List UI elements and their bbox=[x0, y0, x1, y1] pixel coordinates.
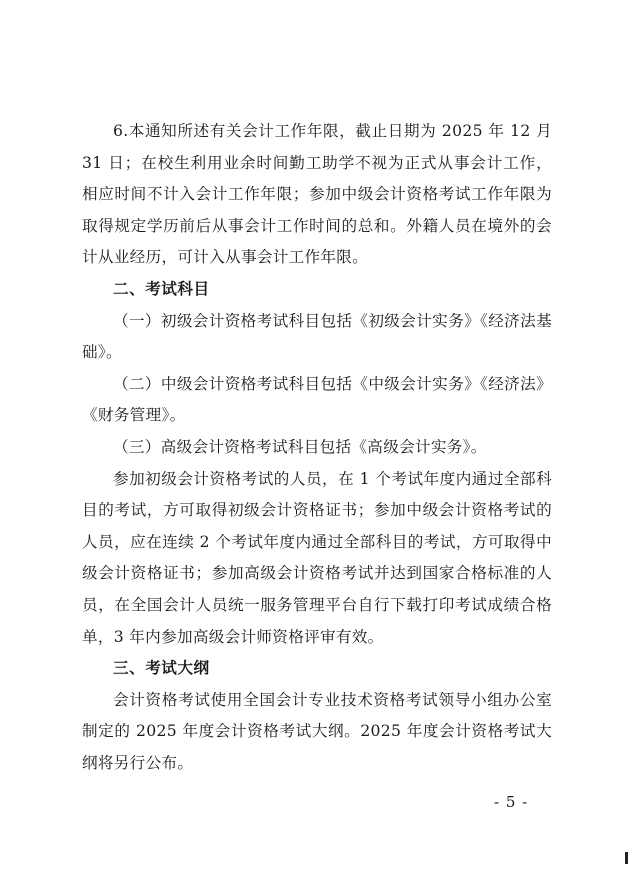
paragraph-work-years: 6.本通知所述有关会计工作年限，截止日期为 2025 年 12 月 31 日；在校生利用业余时间勤工助学不视为正式从事会计工作，相应时间不计入会计工作年限；参加中级会计资格考试工作年限为取得规定学历前后从事会计工作时间的总和。外籍人员在境外的会计从业经历，可计入从事会计工作年限。 bbox=[82, 122, 552, 267]
paragraph-senior-subjects: （三）高级会计资格考试科目包括《高级会计实务》。 bbox=[113, 437, 487, 456]
paragraph-intermediate-subjects: （二）中级会计资格考试科目包括《中级会计实务》《经济法》《财务管理》。 bbox=[82, 374, 552, 425]
paragraph-pass-requirements: 参加初级会计资格考试的人员，在 1 个考试年度内通过全部科目的考试，方可取得初级会计资格证书；参加中级会计资格考试的人员，应在连续 2 个考试年度内通过全部科目的考试，方可取得中级会计资格证书；参加高级会计资格考试并达到国家合格标准的人员，在全国会计人员统一服务管理平台自行下载打印考试成绩合格单，3 年内参加高级会计师资格评审有效。 bbox=[82, 469, 552, 646]
document-body bbox=[82, 116, 552, 779]
paragraph-junior-subjects: （一）初级会计资格考试科目包括《初级会计实务》《经济法基础》。 bbox=[82, 311, 552, 362]
section-heading-exam-syllabus: 三、考试大纲 bbox=[113, 659, 210, 678]
scan-edge-mark bbox=[625, 852, 628, 864]
section-heading-exam-subjects: 二、考试科目 bbox=[113, 279, 210, 298]
page-number: - 5 - bbox=[494, 793, 529, 811]
paragraph-syllabus: 会计资格考试使用全国会计专业技术资格考试领导小组办公室制定的 2025 年度会计资格考试大纲。2025 年度会计资格考试大纲将另行公布。 bbox=[82, 690, 552, 772]
